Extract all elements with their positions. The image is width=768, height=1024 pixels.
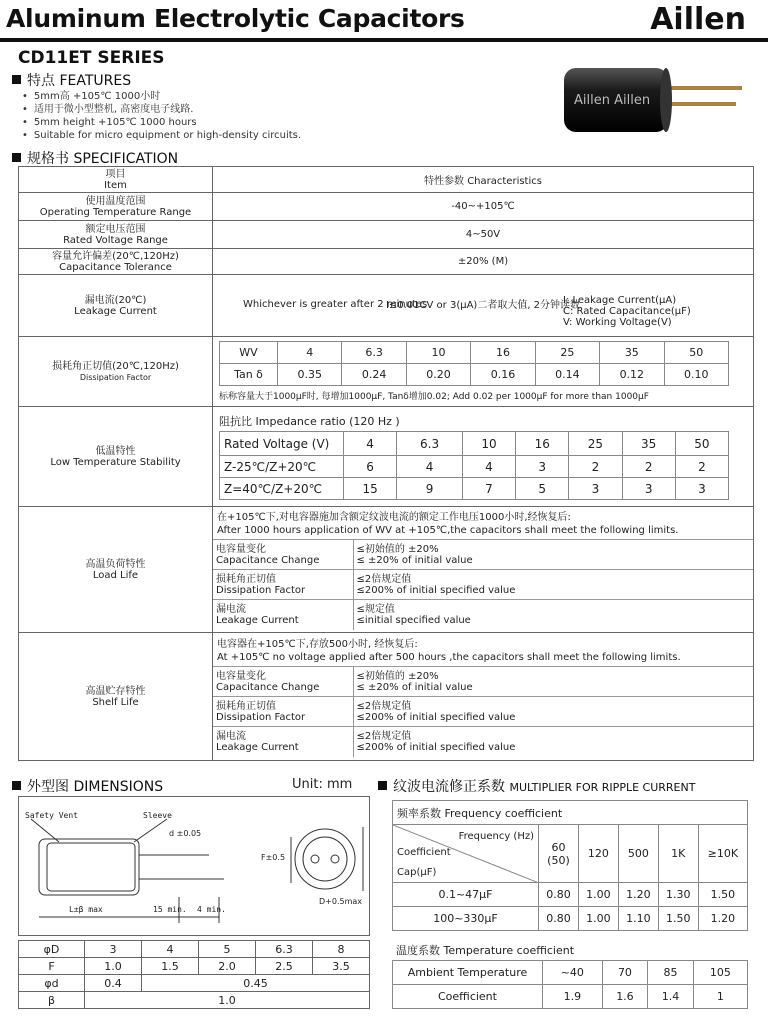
spec-load-life-value (213, 507, 754, 633)
spec-leakage-value (213, 275, 754, 337)
spec-label-load-life: 高温负荷特性 Load Life (19, 507, 213, 633)
low-temp-value: 2 (675, 456, 728, 478)
sleeve-label: Sleeve (143, 811, 172, 820)
df-row-label: Tan δ (220, 364, 278, 386)
spec-shelf-life-value (213, 633, 754, 761)
temperature-coefficient-table (392, 960, 748, 1009)
low-temp-value: 6 (344, 456, 397, 478)
temperature-coefficient: 1.9 (543, 985, 603, 1009)
dim-value: 4 (142, 941, 199, 958)
frequency-value: 120 (578, 825, 618, 883)
low-temp-voltage: 50 (675, 432, 728, 456)
length-label: L±β max (69, 905, 103, 914)
features-heading: 特点 FEATURES (12, 70, 131, 90)
shelf-life-intro-cn: 电容器在+105℃下,存放500小时, 经恢复后: (217, 639, 418, 651)
shelf-life-table: 电容量变化 Capacitance Change ≤初始值的 ±20% ≤ ±20% of initial value 损耗角正切值 Dissipation Factor ≤2倍规定值 ≤200% of initial specified value 漏电流 Leakage Current ≤2倍规定值 ≤200% of initial specified value (213, 666, 753, 757)
ripple-heading: 纹波电流修正系数 MULTIPLIER FOR RIPPLE CURRENT (378, 776, 695, 796)
spec-rated-voltage-value: 4~50V (213, 221, 754, 249)
spec-label-leakage: 漏电流(20℃) Leakage Current (19, 275, 213, 337)
df-table (219, 341, 729, 386)
df-wv: 16 (471, 342, 535, 364)
temperature-value: 85 (648, 961, 694, 985)
square-bullet-icon (12, 781, 21, 790)
spec-char-heading: 特性参数 Characteristics (213, 167, 754, 193)
low-temp-voltage: 25 (569, 432, 622, 456)
frequency-coefficient: 1.20 (618, 883, 658, 907)
load-life-table: 电容量变化 Capacitance Change ≤初始值的 ±20% ≤ ±20% of initial value 损耗角正切值 Dissipation Factor ≤2倍规定值 ≤200% of initial specified value 漏电流 Leakage Current ≤规定值 ≤initial specified value (213, 539, 753, 630)
dim-value: 1.0 (85, 958, 142, 975)
df-tan: 0.14 (535, 364, 599, 386)
frequency-coefficient-table (392, 800, 748, 931)
frequency-coefficient: 1.50 (698, 883, 747, 907)
low-temp-value: 2 (569, 456, 622, 478)
frequency-coefficient: 1.00 (578, 907, 618, 931)
low-temp-voltage: 6.3 (397, 432, 463, 456)
spec-df-value (213, 337, 754, 407)
frequency-value: 500 (618, 825, 658, 883)
low-temp-value: 5 (516, 478, 569, 500)
dimension-drawing (18, 796, 370, 936)
dim-value: 8 (313, 941, 370, 958)
dim-value: 3.5 (313, 958, 370, 975)
dim-value: 5 (199, 941, 256, 958)
df-tan: 0.35 (278, 364, 342, 386)
spec-label-cap-tol: 容量允许偏差(20℃,120Hz) Capacitance Tolerance (19, 249, 213, 275)
dimensions-heading: 外型图 DIMENSIONS (12, 776, 163, 796)
dim-value: 2.5 (256, 958, 313, 975)
low-temp-value: 15 (344, 478, 397, 500)
frequency-coefficient: 1.30 (658, 883, 698, 907)
leakage-legend-i: I: Leakage Current(μA) (563, 295, 677, 306)
df-tan: 0.20 (406, 364, 470, 386)
low-temp-value: 3 (675, 478, 728, 500)
spec-low-temp-value (213, 407, 754, 507)
frequency-diagonal-header (393, 825, 539, 883)
dim-header: φd (19, 975, 85, 992)
low-temp-value: 2 (622, 456, 675, 478)
dimensions-unit: Unit: mm (292, 777, 353, 792)
df-tan: 0.12 (600, 364, 664, 386)
low-temp-header: Rated Voltage (V) (220, 432, 344, 456)
cap-axis-label: Cap(μF) (397, 867, 437, 878)
spec-label-df: 损耗角正切值(20℃,120Hz) Dissipation Factor (19, 337, 213, 407)
df-tan: 0.24 (342, 364, 406, 386)
low-temp-table (219, 431, 729, 500)
spec-cap-tol-value: ±20% (M) (213, 249, 754, 275)
spec-label-low-temp: 低温特性 Low Temperature Stability (19, 407, 213, 507)
frequency-value: 60 (50) (539, 825, 579, 883)
dim-value: 2.0 (199, 958, 256, 975)
dim-value: 3 (85, 941, 142, 958)
low-temp-title: 阻抗比 Impedance ratio (120 Hz ) (219, 415, 400, 428)
lead-dia-label: d ±0.05 (169, 829, 202, 838)
low-temp-value: 7 (462, 478, 515, 500)
pitch-label: F±0.5 (261, 853, 286, 862)
dim-value: 1.5 (142, 958, 199, 975)
frequency-coefficient: 1.00 (578, 883, 618, 907)
frequency-title: 频率系数 Frequency coefficient (393, 801, 748, 825)
low-temp-voltage: 10 (462, 432, 515, 456)
load-life-intro-cn: 在+105℃下,对电容器施加含额定纹波电流的额定工作电压1000小时,经恢复后: (217, 512, 571, 524)
frequency-coefficient: 1.20 (698, 907, 747, 931)
frequency-coefficient: 1.50 (658, 907, 698, 931)
spec-label-shelf-life: 高温贮存特性 Shelf Life (19, 633, 213, 761)
temperature-coefficient: 1.6 (602, 985, 648, 1009)
frequency-value: ≥10K (698, 825, 747, 883)
frequency-coefficient: 0.80 (539, 907, 579, 931)
df-wv: 50 (664, 342, 728, 364)
temperature-value: 70 (602, 961, 648, 985)
df-wv: 10 (406, 342, 470, 364)
df-tan: 0.10 (664, 364, 728, 386)
dim-header: φD (19, 941, 85, 958)
temperature-title: 温度系数 Temperature coefficient (396, 944, 575, 957)
diameter-label: D+0.5max (319, 897, 363, 906)
coefficient-header: Coefficient (393, 985, 543, 1009)
load-life-intro-en: After 1000 hours application of WV at +105℃,the capacitors shall meet the following limits. (217, 525, 679, 537)
cap-range: 0.1~47μF (393, 883, 539, 907)
square-bullet-icon (12, 75, 21, 84)
low-temp-value: 4 (462, 456, 515, 478)
dim-header: β (19, 992, 85, 1009)
leakage-legend-c: C: Rated Capacitance(μF) (563, 306, 691, 317)
capacitor-label: Aillen Aillen (574, 93, 651, 108)
shelf-life-intro-en: At +105℃ no voltage applied after 500 hours ,the capacitors shall meet the following limits. (217, 652, 681, 664)
spec-op-temp-value: -40~+105℃ (213, 193, 754, 221)
frequency-axis-label: Frequency (Hz) (458, 831, 534, 842)
list-item: • 5mm height +105℃ 1000 hours (22, 116, 301, 129)
spec-label-rated-voltage: 额定电压范围 Rated Voltage Range (19, 221, 213, 249)
df-note: 标称容量大于1000μF时, 每增加1000μF, Tanδ增加0.02; Add 0.02 per 1000μF for more than 1000μF (219, 392, 649, 402)
leakage-legend-v: V: Working Voltage(V) (563, 317, 672, 328)
dim-value: 6.3 (256, 941, 313, 958)
low-temp-value: 3 (516, 456, 569, 478)
lead-length-label: 15 min. (153, 905, 187, 914)
series-title: CD11ET SERIES (18, 48, 165, 68)
leakage-note: Whichever is greater after 2 minutes (243, 299, 428, 310)
dim-value: 0.4 (85, 975, 142, 992)
df-wv: 35 (600, 342, 664, 364)
low-temp-voltage: 35 (622, 432, 675, 456)
df-tan: 0.16 (471, 364, 535, 386)
df-wv: 6.3 (342, 342, 406, 364)
frequency-value: 1K (658, 825, 698, 883)
capacitor-image (560, 60, 750, 140)
square-bullet-icon (12, 153, 21, 162)
leakage-formula: I≤0.01CV or 3(μA)二者取大值, 2分钟读数 (385, 300, 581, 311)
temperature-coefficient: 1 (693, 985, 747, 1009)
spec-label-op-temp: 使用温度范围 Operating Temperature Range (19, 193, 213, 221)
square-bullet-icon (378, 781, 387, 790)
dimension-table (18, 940, 370, 1009)
frequency-coefficient: 0.80 (539, 883, 579, 907)
temperature-coefficient: 1.4 (648, 985, 694, 1009)
list-item: • 适用于微小型整机, 高密度电子线路. (22, 103, 301, 116)
low-temp-row-label: Z-25℃/Z+20℃ (220, 456, 344, 478)
low-temp-voltage: 16 (516, 432, 569, 456)
features-list (22, 90, 301, 142)
spec-label-item: 项目 Item (19, 167, 213, 193)
low-temp-value: 9 (397, 478, 463, 500)
safety-vent-label: Safety Vent (25, 811, 78, 820)
low-temp-value: 3 (569, 478, 622, 500)
df-wv: 4 (278, 342, 342, 364)
dim-value: 1.0 (85, 992, 370, 1009)
frequency-coefficient: 1.10 (618, 907, 658, 931)
df-header: WV (220, 342, 278, 364)
brand-logo: Aillen (650, 2, 746, 37)
spec-table (18, 166, 754, 761)
low-temp-value: 4 (397, 456, 463, 478)
lead-min-label: 4 min. (197, 905, 226, 914)
cap-range: 100~330μF (393, 907, 539, 931)
low-temp-value: 3 (622, 478, 675, 500)
header-rule (0, 38, 768, 42)
low-temp-voltage: 4 (344, 432, 397, 456)
page-title: Aluminum Electrolytic Capacitors (6, 4, 465, 33)
dim-header: F (19, 958, 85, 975)
df-wv: 25 (535, 342, 599, 364)
spec-heading: 规格书 SPECIFICATION (12, 148, 178, 168)
temperature-value: ~40 (543, 961, 603, 985)
low-temp-row-label: Z=40℃/Z+20℃ (220, 478, 344, 500)
dim-value: 0.45 (142, 975, 370, 992)
temperature-header: Ambient Temperature (393, 961, 543, 985)
list-item: • 5mm高 +105℃ 1000小时 (22, 90, 301, 103)
temperature-value: 105 (693, 961, 747, 985)
list-item: • Suitable for micro equipment or high-density circuits. (22, 129, 301, 142)
coefficient-axis-label: Coefficient (397, 847, 451, 858)
